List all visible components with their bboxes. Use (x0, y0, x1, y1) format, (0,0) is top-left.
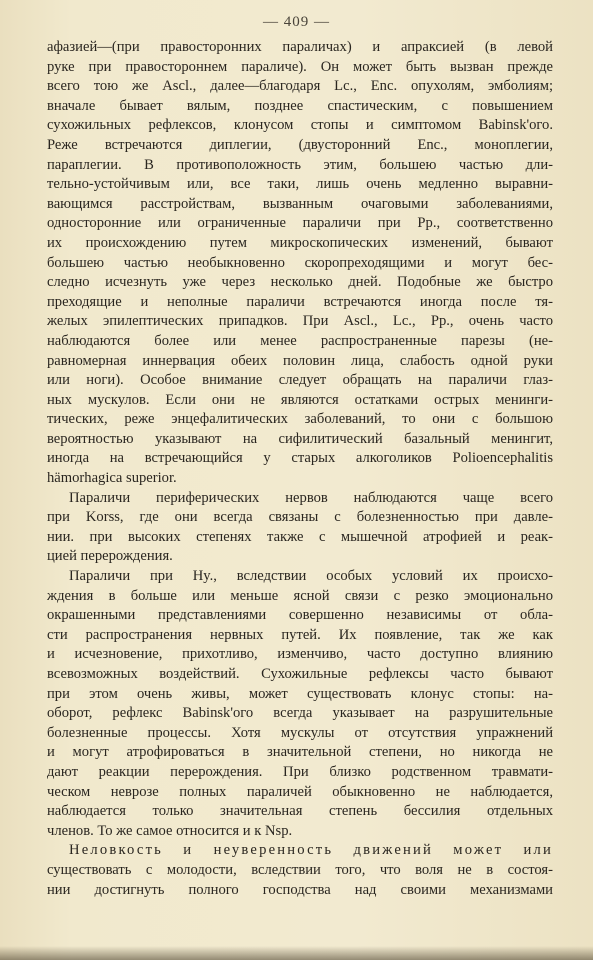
text-line: членов. То же самое относится и к Nsp. (47, 822, 293, 839)
text-line: афазией—(при правосторонних параличах) и апраксией (в левой (47, 39, 553, 55)
text-line: сухожильных рефлексов, клонусом стопы и симптомом Babinsk'ого. (47, 117, 553, 134)
text-line: всевозможных воздействий. Сухожильные рефлексы часто бывают (47, 666, 553, 682)
text-line: при Korss, где они всегда связаны с болезненностью при давле- (47, 509, 553, 526)
text-line: большею частью необыкновенно скоропреходящими и могут бес- (47, 254, 553, 271)
text-line: равномерная иннервация обеих половин лица, слабость одной руки (47, 352, 553, 369)
page-edge-shadow (0, 946, 593, 960)
text-line: при этом очень живы, может существовать клонус стопы: на- (47, 685, 553, 702)
text-line: иногда на встречающийся у старых алкоголиков Polioencephalitis (47, 450, 553, 467)
text-line: Неловкость и неуверенность движений может или (69, 842, 553, 859)
text-line: тельно-устойчивым или, все таки, лишь очень медленно выравни- (47, 176, 553, 193)
text-line: существовать с молодости, вследствии того, что воля не в состоя- (47, 861, 553, 878)
text-line: параплегии. В противоположность этим, большею частью дли- (47, 156, 553, 173)
text-line: ждения в больше или меньше ясной связи с резко эмоционально (47, 587, 553, 604)
text-line: всего тою же Ascl., далее—благодаря Lc., Enc. опухолям, эмболиям; (47, 78, 553, 95)
text-line: оборот, рефлекс Babinsk'ого всегда указывает на разрушительные (47, 705, 553, 722)
text-line: наблюдается только значительная степень бессилия отдельных (47, 803, 553, 820)
text-line: hämorhagica superior. (47, 470, 177, 487)
text-line: нии достигнуть полного господства над своими механизмами (47, 881, 553, 898)
text-line: Параличи периферических нервов наблюдаются чаще всего (69, 489, 553, 506)
text-line: Реже встречаются диплегии, (двусторонний Enc., моноплегии, (47, 136, 553, 153)
text-line: их происхождению путем микроскопических изменений, бывают (47, 234, 553, 251)
text-line: вероятностью указывают на сифилитический базальный менингит, (47, 430, 553, 447)
text-line: преходящие и неполные параличи встречаются иногда после тя- (47, 293, 553, 310)
text-line: ческом неврозе полных параличей обыкновенно не наблюдается, (47, 783, 553, 800)
text-line: следно исчезнуть уже через несколько дней. Подобные же быстро (47, 274, 553, 291)
text-line: или ноги). Особое внимание следует обращать на параличи глаз- (47, 372, 553, 389)
text-line: ных мускулов. Если они не являются остатками острых менинги- (47, 391, 553, 408)
text-line: нии. при высоких степенях также с мышечной атрофией и реак- (47, 528, 553, 545)
text-line: односторонние или ограниченные параличи при Pp., соответственно (47, 215, 553, 232)
text-line: окрашенными представлениями совершенно независимы от обла- (47, 607, 553, 624)
text-line: руке при правостороннем параличе). Он может быть вызван прежде (47, 58, 553, 75)
text-line: желых эпилептических припадков. При Ascl., Lc., Pp., очень часто (47, 313, 553, 330)
text-line: вначале бывает вялым, позднее спастическим, с повышением (47, 97, 553, 114)
text-line: тических, реже энцефалитических заболеваний, то они с большою (47, 411, 553, 428)
text-line: цией перерождения. (47, 548, 173, 565)
text-line: сти распространения нервных путей. Их появление, так же как (47, 626, 553, 643)
text-line: дают реакции перерождения. При близко родственном травмати- (47, 763, 553, 780)
page-number: — 409 — (263, 14, 330, 30)
text-line: болезненные процессы. Хотя мускулы от отсутствия упражнений (47, 724, 553, 741)
text-line: вающимся расстройствам, вызванным очаговыми заболеваниями, (47, 195, 553, 212)
text-line: наблюдаются более или менее распространенные парезы (не- (47, 332, 553, 349)
text-line: и исчезновение, прихотливо, изменчиво, часто доступно влиянию (47, 646, 553, 663)
body-text (47, 38, 553, 900)
text-line: и могут атрофироваться в значительной степени, но никогда не (47, 744, 553, 761)
text-line: Параличи при Hy., вследствии особых условий их происхо- (69, 568, 553, 585)
